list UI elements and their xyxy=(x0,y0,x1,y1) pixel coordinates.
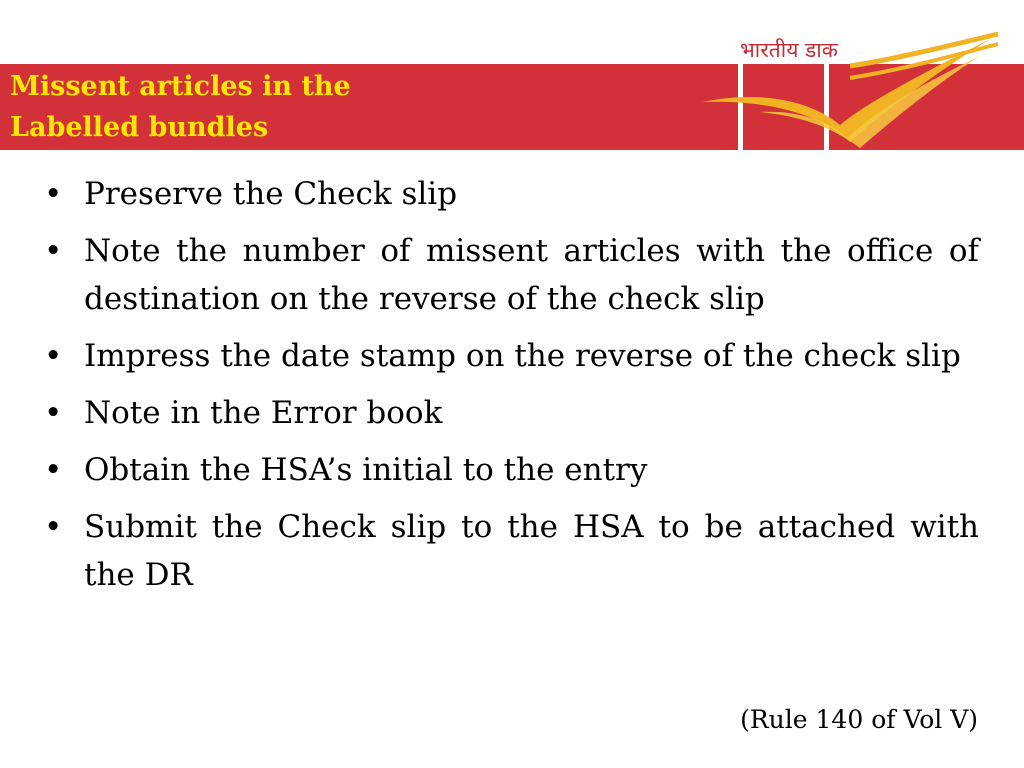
content-area xyxy=(44,170,979,608)
bullet-item xyxy=(44,332,979,380)
rule-reference: (Rule 140 of Vol V) xyxy=(740,705,978,734)
title-line-2: Labelled bundles xyxy=(10,112,269,143)
bullet-list xyxy=(44,170,979,599)
title-line-1: Missent articles in the xyxy=(10,71,351,102)
slide-title xyxy=(10,66,530,148)
bullet-item xyxy=(44,389,979,437)
bullet-dot: • xyxy=(44,452,63,488)
bullet-item xyxy=(44,227,979,323)
bullet-item xyxy=(44,446,979,494)
bullet-text: Submit the Check slip to the HSA to be attached with the DR xyxy=(84,509,979,593)
bullet-text: Note the number of missent articles with the office of destination on the reverse of the check slip xyxy=(84,233,979,317)
bullet-dot: • xyxy=(44,338,63,374)
logo-text: भारतीय डाक xyxy=(740,38,838,62)
bullet-text: Obtain the HSA’s initial to the entry xyxy=(84,452,648,488)
bullet-dot: • xyxy=(44,233,63,269)
bullet-text: Note in the Error book xyxy=(84,395,443,431)
bullet-dot: • xyxy=(44,395,63,431)
bullet-dot: • xyxy=(44,176,63,212)
bullet-item xyxy=(44,503,979,599)
bullet-text: Impress the date stamp on the reverse of the check slip xyxy=(84,338,961,374)
bullet-dot: • xyxy=(44,509,63,545)
bullet-item xyxy=(44,170,979,218)
bullet-text: Preserve the Check slip xyxy=(84,176,458,212)
